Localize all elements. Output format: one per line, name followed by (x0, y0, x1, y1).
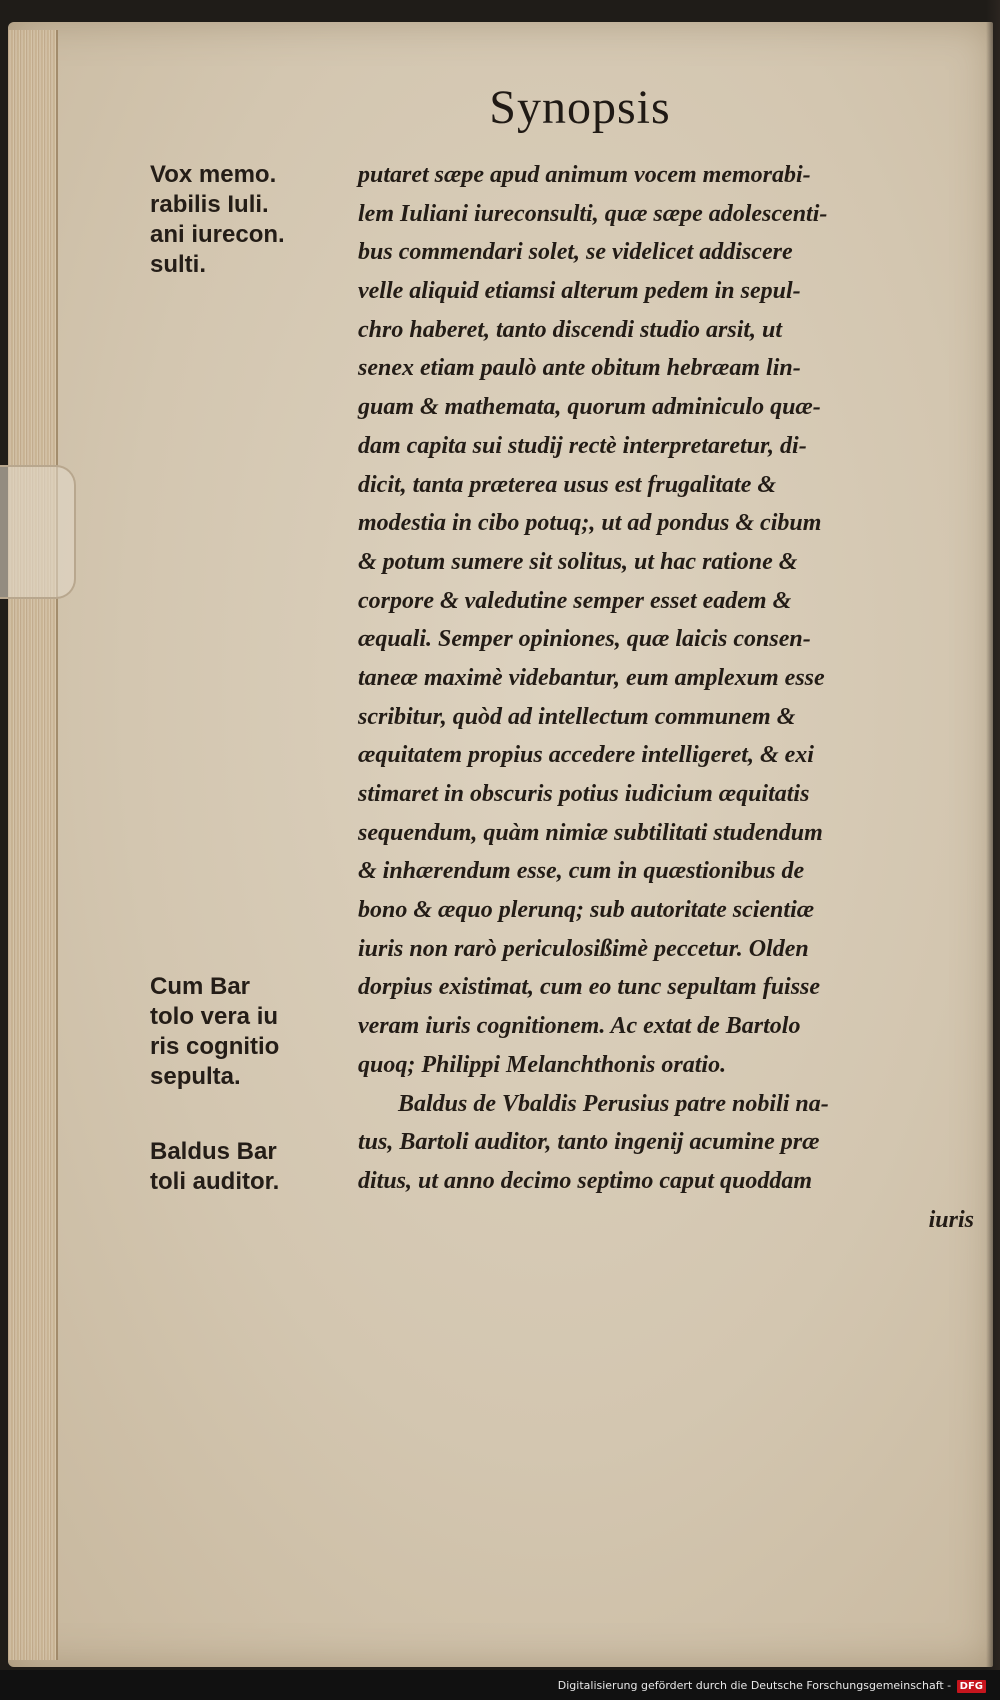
dfg-logo: DFG (957, 1680, 986, 1693)
text-line: bus commendari solet, se videlicet addiscere (358, 239, 793, 266)
margin-note-baldus: Baldus Bar toli auditor. (150, 1138, 280, 1195)
text-line: æquali. Semper opiniones, quæ laicis consen- (358, 626, 811, 653)
text-line: senex etiam paulò ante obitum hebræam lin- (358, 355, 801, 382)
text-line: tus, Bartoli auditor, tanto ingenij acumine præ (358, 1129, 820, 1156)
text-line: velle aliquid etiamsi alterum pedem in sepul- (358, 278, 801, 305)
catchword: iuris (928, 1206, 974, 1233)
text-line: taneæ maximè videbantur, eum amplexum esse (358, 664, 825, 691)
text-line: veram iuris cognitionem. Ac extat de Bartolo (358, 1013, 801, 1040)
text-line: quoq; Philippi Melanchthonis oratio. (358, 1051, 727, 1078)
text-line: ditus, ut anno decimo septimo caput quoddam (358, 1167, 813, 1194)
text-line: Baldus de Vbaldis Perusius patre nobili na- (398, 1090, 829, 1117)
running-head: Synopsis (489, 81, 671, 134)
text-line: dorpius existimat, cum eo tunc sepultam fuisse (358, 974, 821, 1001)
text-line: bono & æquo plerunq; sub autoritate scientiæ (358, 897, 815, 924)
text-line: scribitur, quòd ad intellectum communem & (358, 703, 796, 730)
page-edges (8, 30, 58, 1660)
footer-credit (558, 1679, 986, 1693)
text-line: & inhærendum esse, cum in quæstionibus de (358, 858, 805, 885)
text-line: guam & mathemata, quorum adminiculo quæ- (358, 394, 821, 421)
footer-credit-text: Digitalisierung gefördert durch die Deutsche Forschungsgemeinschaft - (557, 1679, 952, 1692)
binding-shadow (986, 0, 1000, 1700)
text-line: chro haberet, tanto discendi studio arsit, ut (358, 316, 783, 343)
text-line: sequendum, quàm nimiæ subtilitati studendum (358, 819, 823, 846)
margin-note-vox-memorabilis: Vox memo. rabilis Iuli. ani iurecon. sulti. (150, 161, 285, 278)
text-line: lem Iuliani iureconsulti, quæ sæpe adolescenti- (358, 200, 828, 227)
text-line: æquitatem propius accedere intelligeret, & exi (358, 742, 814, 769)
text-line: dicit, tanta præterea usus est frugalitate & (358, 471, 777, 498)
text-line: dam capita sui studij rectè interpretaretur, di- (358, 432, 807, 459)
text-line: stimaret in obscuris potius iudicium æquitatis (358, 781, 810, 807)
margin-note-cum-bartolo: Cum Bar tolo vera iu ris cognitio sepulta. (150, 973, 280, 1090)
text-line: iuris non rarò periculosißimè peccetur. Olden (358, 935, 809, 962)
text-line: putaret sæpe apud animum vocem memorabi- (358, 162, 811, 188)
text-line: corpore & valedutine semper esset eadem & (358, 587, 792, 614)
page-tab-mark (0, 465, 76, 599)
text-line: & potum sumere sit solitus, ut hac ratione & (358, 548, 798, 575)
text-line: modestia in cibo potuq;, ut ad pondus & cibum (358, 510, 822, 537)
body-text (358, 156, 980, 1239)
